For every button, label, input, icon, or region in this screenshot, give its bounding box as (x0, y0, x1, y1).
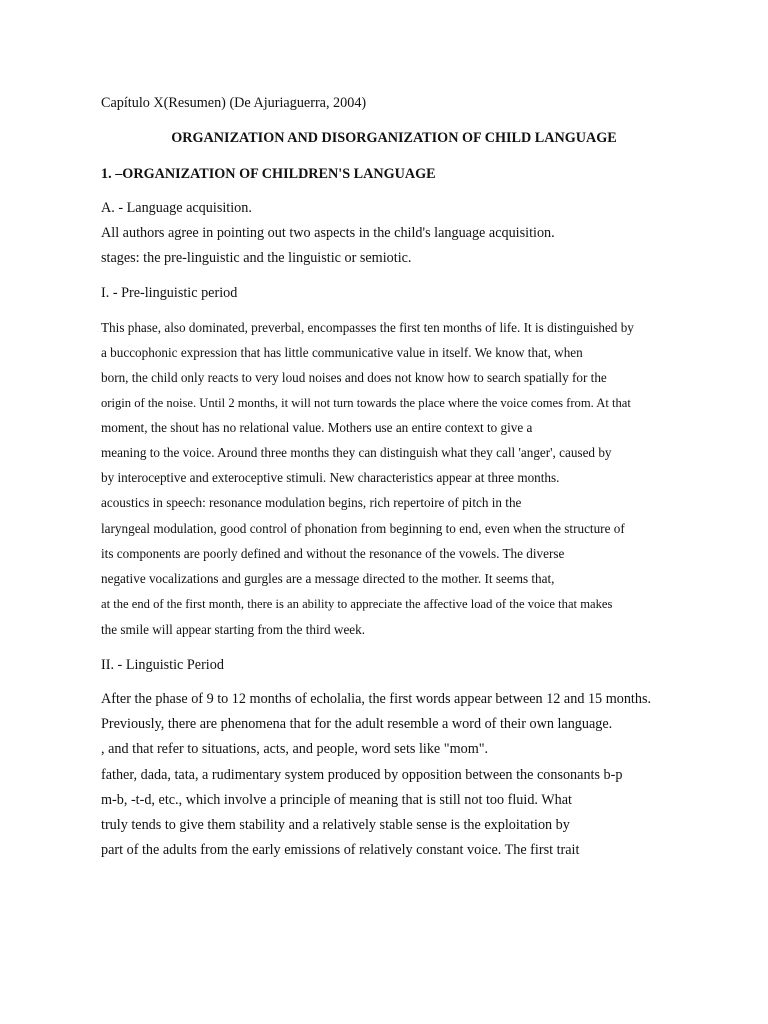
paragraph-line: part of the adults from the early emissions of relatively constant voice. The first trait (101, 842, 580, 858)
paragraph-line: meaning to the voice. Around three months they can distinguish what they call 'anger', caused by (101, 445, 612, 460)
paragraph-line: Previously, there are phenomena that for the adult resemble a word of their own language. (101, 716, 613, 732)
subheading-pre-linguistic: I. - Pre-linguistic period (101, 285, 238, 301)
paragraph-line: After the phase of 9 to 12 months of echolalia, the first words appear between 12 and 15 months. (101, 691, 652, 707)
paragraph-line: by interoceptive and exteroceptive stimuli. New characteristics appear at three months. (101, 470, 560, 485)
subheading-linguistic: II. - Linguistic Period (101, 657, 224, 673)
paragraph-line: This phase, also dominated, preverbal, encompasses the first ten months of life. It is distinguished by (101, 320, 634, 335)
paragraph-line: m-b, -t-d, etc., which involve a principle of meaning that is still not too fluid. What (101, 792, 572, 808)
paragraph-line: father, dada, tata, a rudimentary system produced by opposition between the consonants b-p (101, 767, 623, 783)
paragraph-line: acoustics in speech: resonance modulation begins, rich repertoire of pitch in the (101, 495, 522, 510)
paragraph-line: its components are poorly defined and without the resonance of the vowels. The diverse (101, 546, 565, 561)
paragraph-line: the smile will appear starting from the third week. (101, 622, 366, 637)
paragraph-line: All authors agree in pointing out two aspects in the child's language acquisition. (101, 225, 555, 241)
document-title: ORGANIZATION AND DISORGANIZATION OF CHILD LANGUAGE (171, 130, 617, 146)
paragraph-line: truly tends to give them stability and a relatively stable sense is the exploitation by (101, 817, 570, 833)
section-heading: 1. –ORGANIZATION OF CHILDREN'S LANGUAGE (101, 166, 436, 182)
paragraph-line: origin of the noise. Until 2 months, it will not turn towards the place where the voice comes from. At that (101, 396, 631, 410)
subheading-language-acquisition: A. - Language acquisition. (101, 200, 252, 216)
paragraph-line: a buccophonic expression that has little communicative value in itself. We know that, when (101, 345, 583, 360)
paragraph-line: negative vocalizations and gurgles are a message directed to the mother. It seems that, (101, 571, 555, 586)
paragraph-line: , and that refer to situations, acts, and people, word sets like "mom". (101, 741, 489, 757)
paragraph-line: moment, the shout has no relational value. Mothers use an entire context to give a (101, 420, 533, 435)
paragraph-line: stages: the pre-linguistic and the linguistic or semiotic. (101, 250, 412, 266)
paragraph-line: at the end of the first month, there is an ability to appreciate the affective load of the voice that makes (101, 597, 613, 611)
paragraph-line: laryngeal modulation, good control of phonation from beginning to end, even when the structure of (101, 521, 625, 536)
chapter-line: Capítulo X(Resumen) (De Ajuriaguerra, 2004) (101, 95, 367, 111)
paragraph-line: born, the child only reacts to very loud noises and does not know how to search spatially for the (101, 370, 607, 385)
